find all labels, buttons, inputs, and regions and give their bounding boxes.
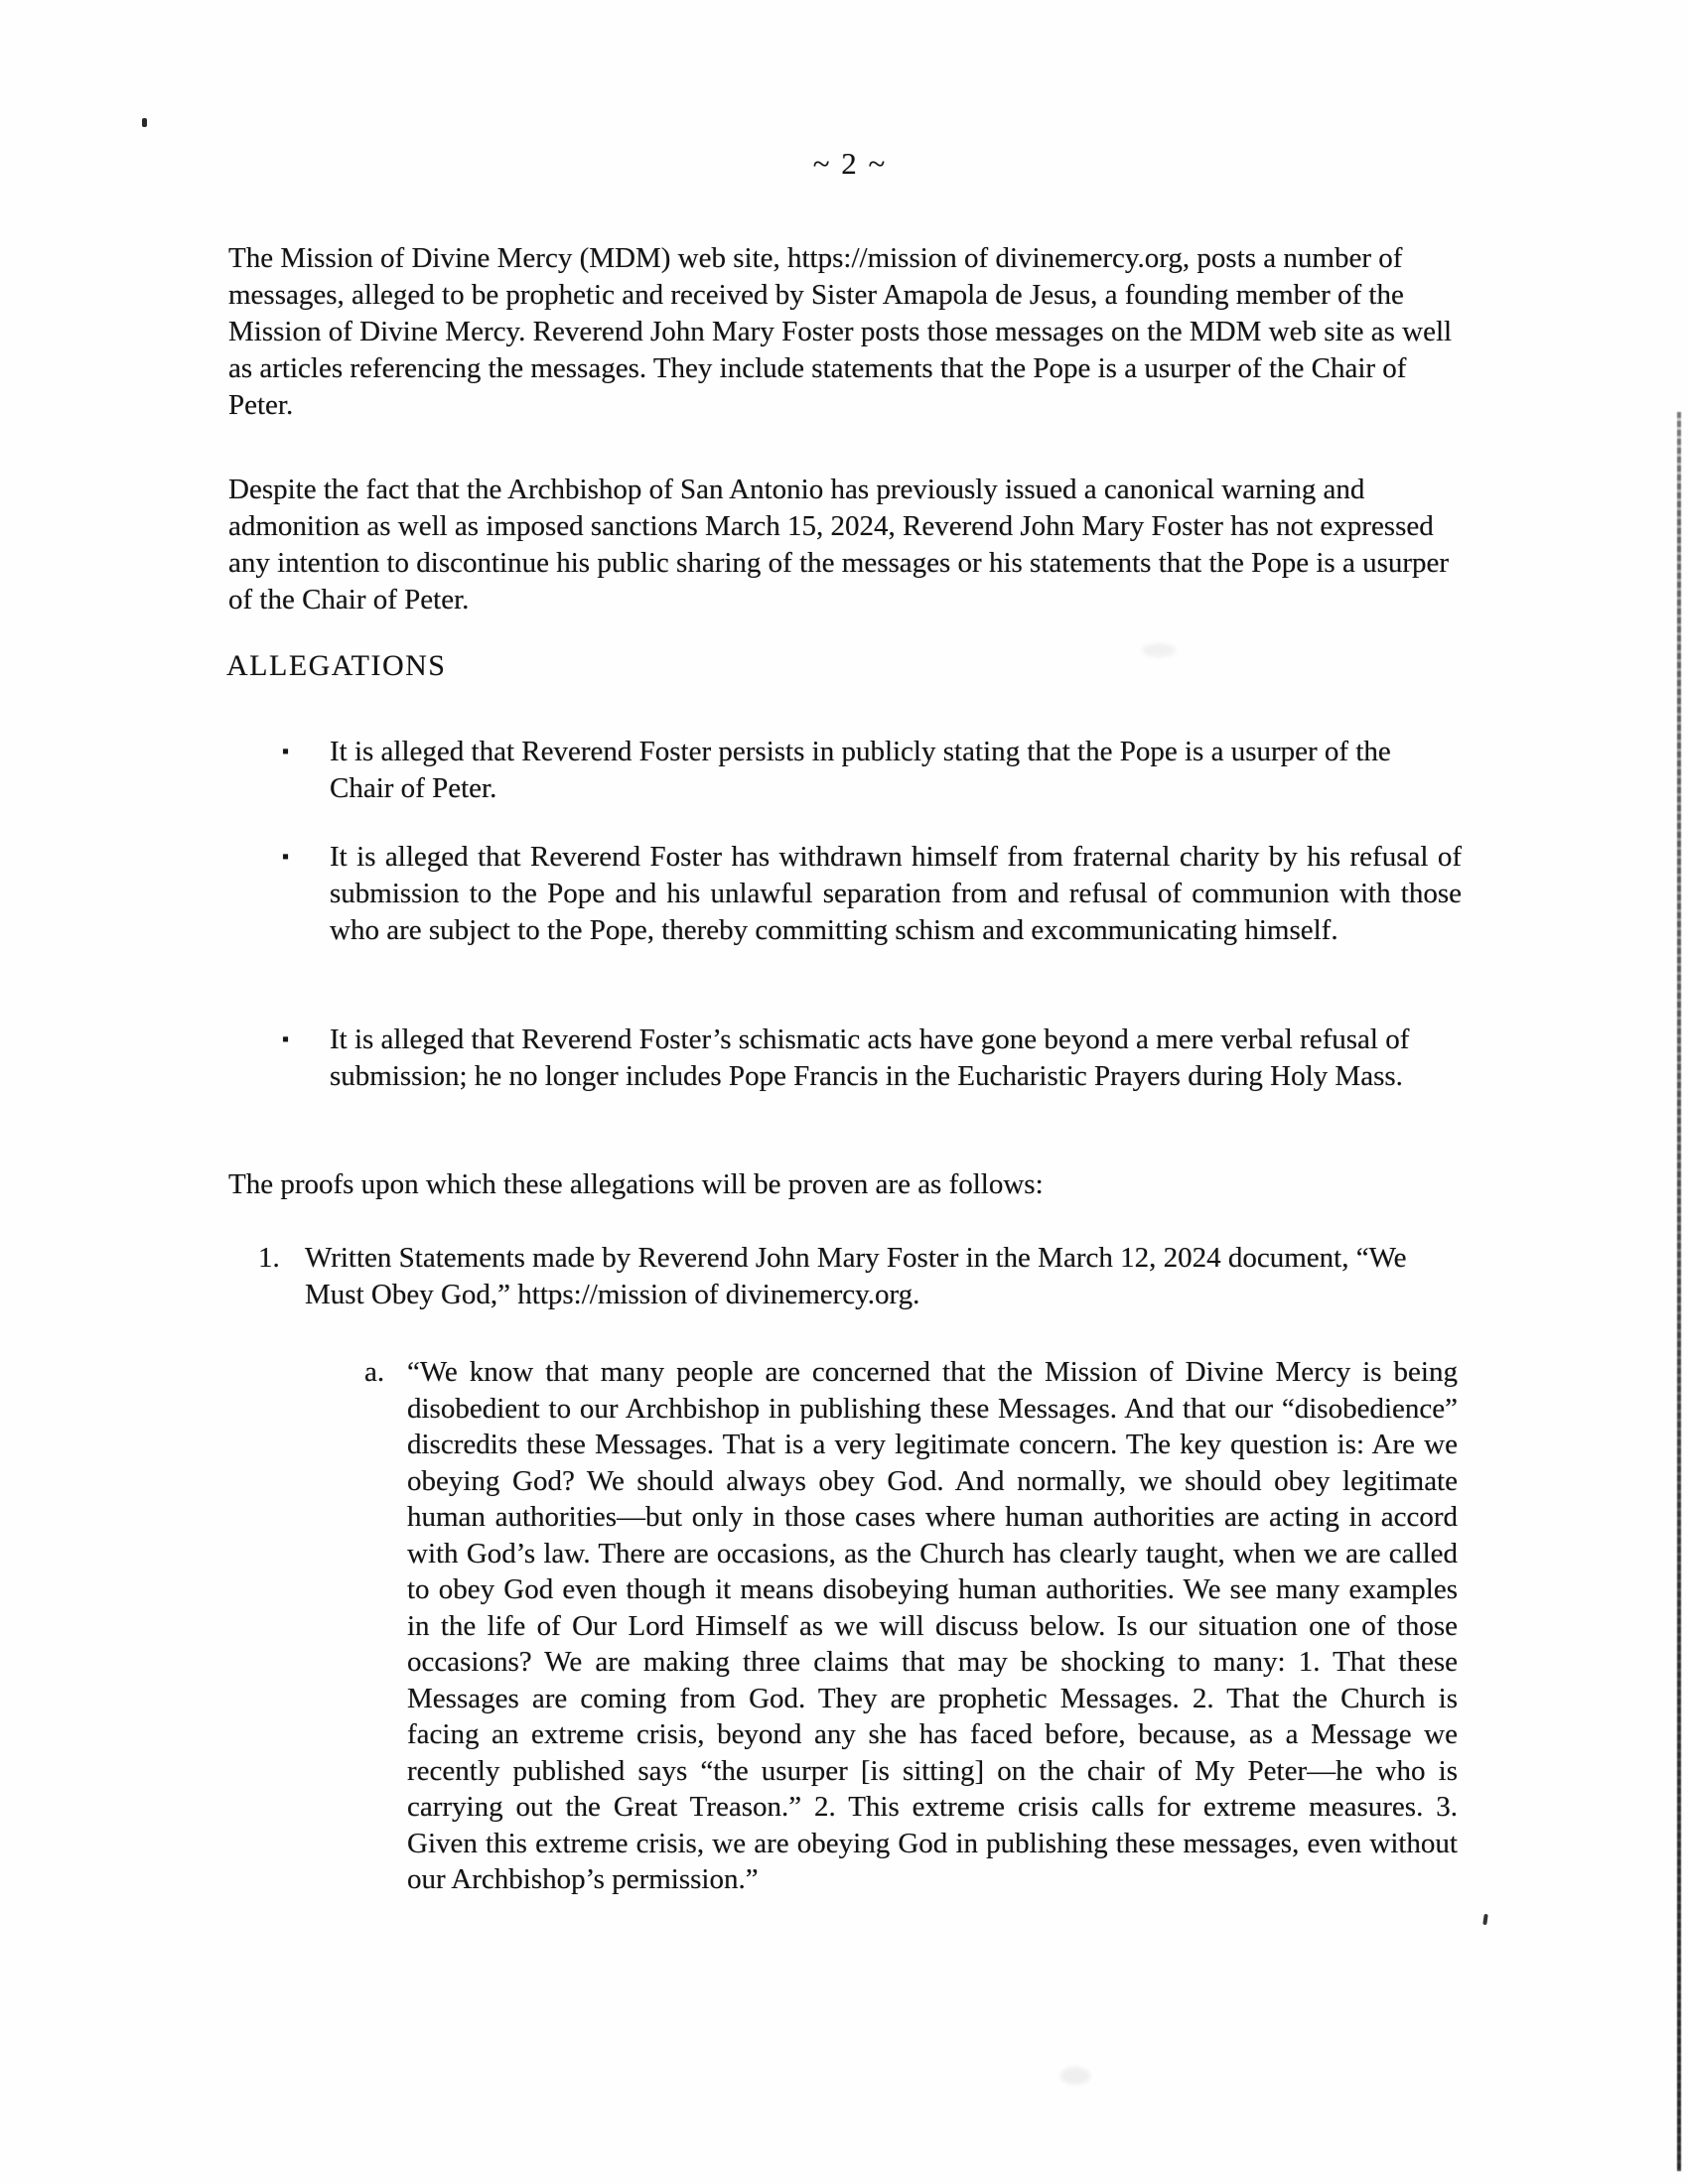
- bullet-square-icon: ▪: [282, 846, 290, 868]
- allegation-bullet-2: [280, 839, 1462, 949]
- scan-artifact-smudge-mid: [1142, 643, 1176, 657]
- proof-item-1-text: Written Statements made by Reverend John Mary Foster in the March 12, 2024 document, “We Must Obey God,” https://mission of divinemercy.org.: [305, 1242, 1407, 1310]
- allegation-bullet-3-text: It is alleged that Reverend Foster’s schismatic acts have gone beyond a mere verbal refusal of submission; he no longer includes Pope Francis in the Eucharistic Prayers during Holy Mass.: [330, 1024, 1410, 1092]
- proof-subitem-a: [364, 1354, 1458, 1898]
- page-number: ~ 2 ~: [812, 146, 888, 181]
- proofs-intro-line: The proofs upon which these allegations will be proven are as follows:: [228, 1168, 1044, 1200]
- scan-artifact-speck-right: [1482, 1914, 1487, 1925]
- proof-item-1: [258, 1240, 1462, 1313]
- paragraph-mdm-website: The Mission of Divine Mercy (MDM) web site, https://mission of divinemercy.org, posts a number of messages, alleged to be prophetic and received by Sister Amapola de Jesus, a founding member of the Mission of Divine Mercy. Reverend John Mary Foster posts those messages on the MDM web site as well as articles referencing the messages. They include statements that the Pope is a usurper of the Chair of Peter.: [228, 242, 1453, 421]
- scan-artifact-smudge-bottom: [1060, 2067, 1090, 2085]
- allegation-bullet-3: [280, 1022, 1462, 1095]
- scan-artifact-speck-top-left: [142, 118, 147, 127]
- allegations-heading: ALLEGATIONS: [226, 649, 447, 682]
- proof-subitem-a-text: “We know that many people are concerned that the Mission of Divine Mercy is being disobedient to our Archbishop in publishing these Messages. And that our “disobedience” discredits these Messages. That is a very legitimate concern. The key question is: Are we obeying God? We should always obey God. And normally, we should obey legitimate human authorities—but only in those cases where human authorities are acting in accord with God’s law. There are occasions, as the Church has clearly taught, when we are called to obey God even though it means disobeying human authorities. We see many examples in the life of Our Lord Himself as we will discuss below. Is our situation one of those occasions? We are making three claims that may be shocking to many: 1. That these Messages are coming from God. They are prophetic Messages. 2. That the Church is facing an extreme crisis, beyond any she has faced before, because, as a Message we recently published says “the usurper [is sitting] on the chair of My Peter—he who is carrying out the Great Treason.” 2. This extreme crisis calls for extreme measures. 3. Given this extreme crisis, we are obeying God in publishing these messages, even without our Archbishop’s permission.”: [407, 1356, 1458, 1895]
- scan-artifact-vertical-line: [1677, 412, 1681, 2171]
- allegation-bullet-1: [280, 734, 1462, 807]
- bullet-square-icon: ▪: [282, 741, 290, 762]
- proof-item-1-number: 1.: [258, 1242, 280, 1274]
- allegation-bullet-2-text: It is alleged that Reverend Foster has withdrawn himself from fraternal charity by his refusal of submission to the Pope and his unlawful separation from and refusal of communion with those who are subject to the Pope, thereby committing schism and excommunicating himself.: [330, 841, 1462, 946]
- paragraph-despite-warning: Despite the fact that the Archbishop of San Antonio has previously issued a canonical warning and admonition as well as imposed sanctions March 15, 2024, Reverend John Mary Foster has not expressed any intention to discontinue his public sharing of the messages or his statements that the Pope is a usurper of the Chair of Peter.: [228, 474, 1450, 615]
- proof-subitem-a-label: a.: [364, 1356, 385, 1388]
- bullet-square-icon: ▪: [282, 1028, 290, 1050]
- allegation-bullet-1-text: It is alleged that Reverend Foster persists in publicly stating that the Pope is a usurper of the Chair of Peter.: [330, 736, 1391, 804]
